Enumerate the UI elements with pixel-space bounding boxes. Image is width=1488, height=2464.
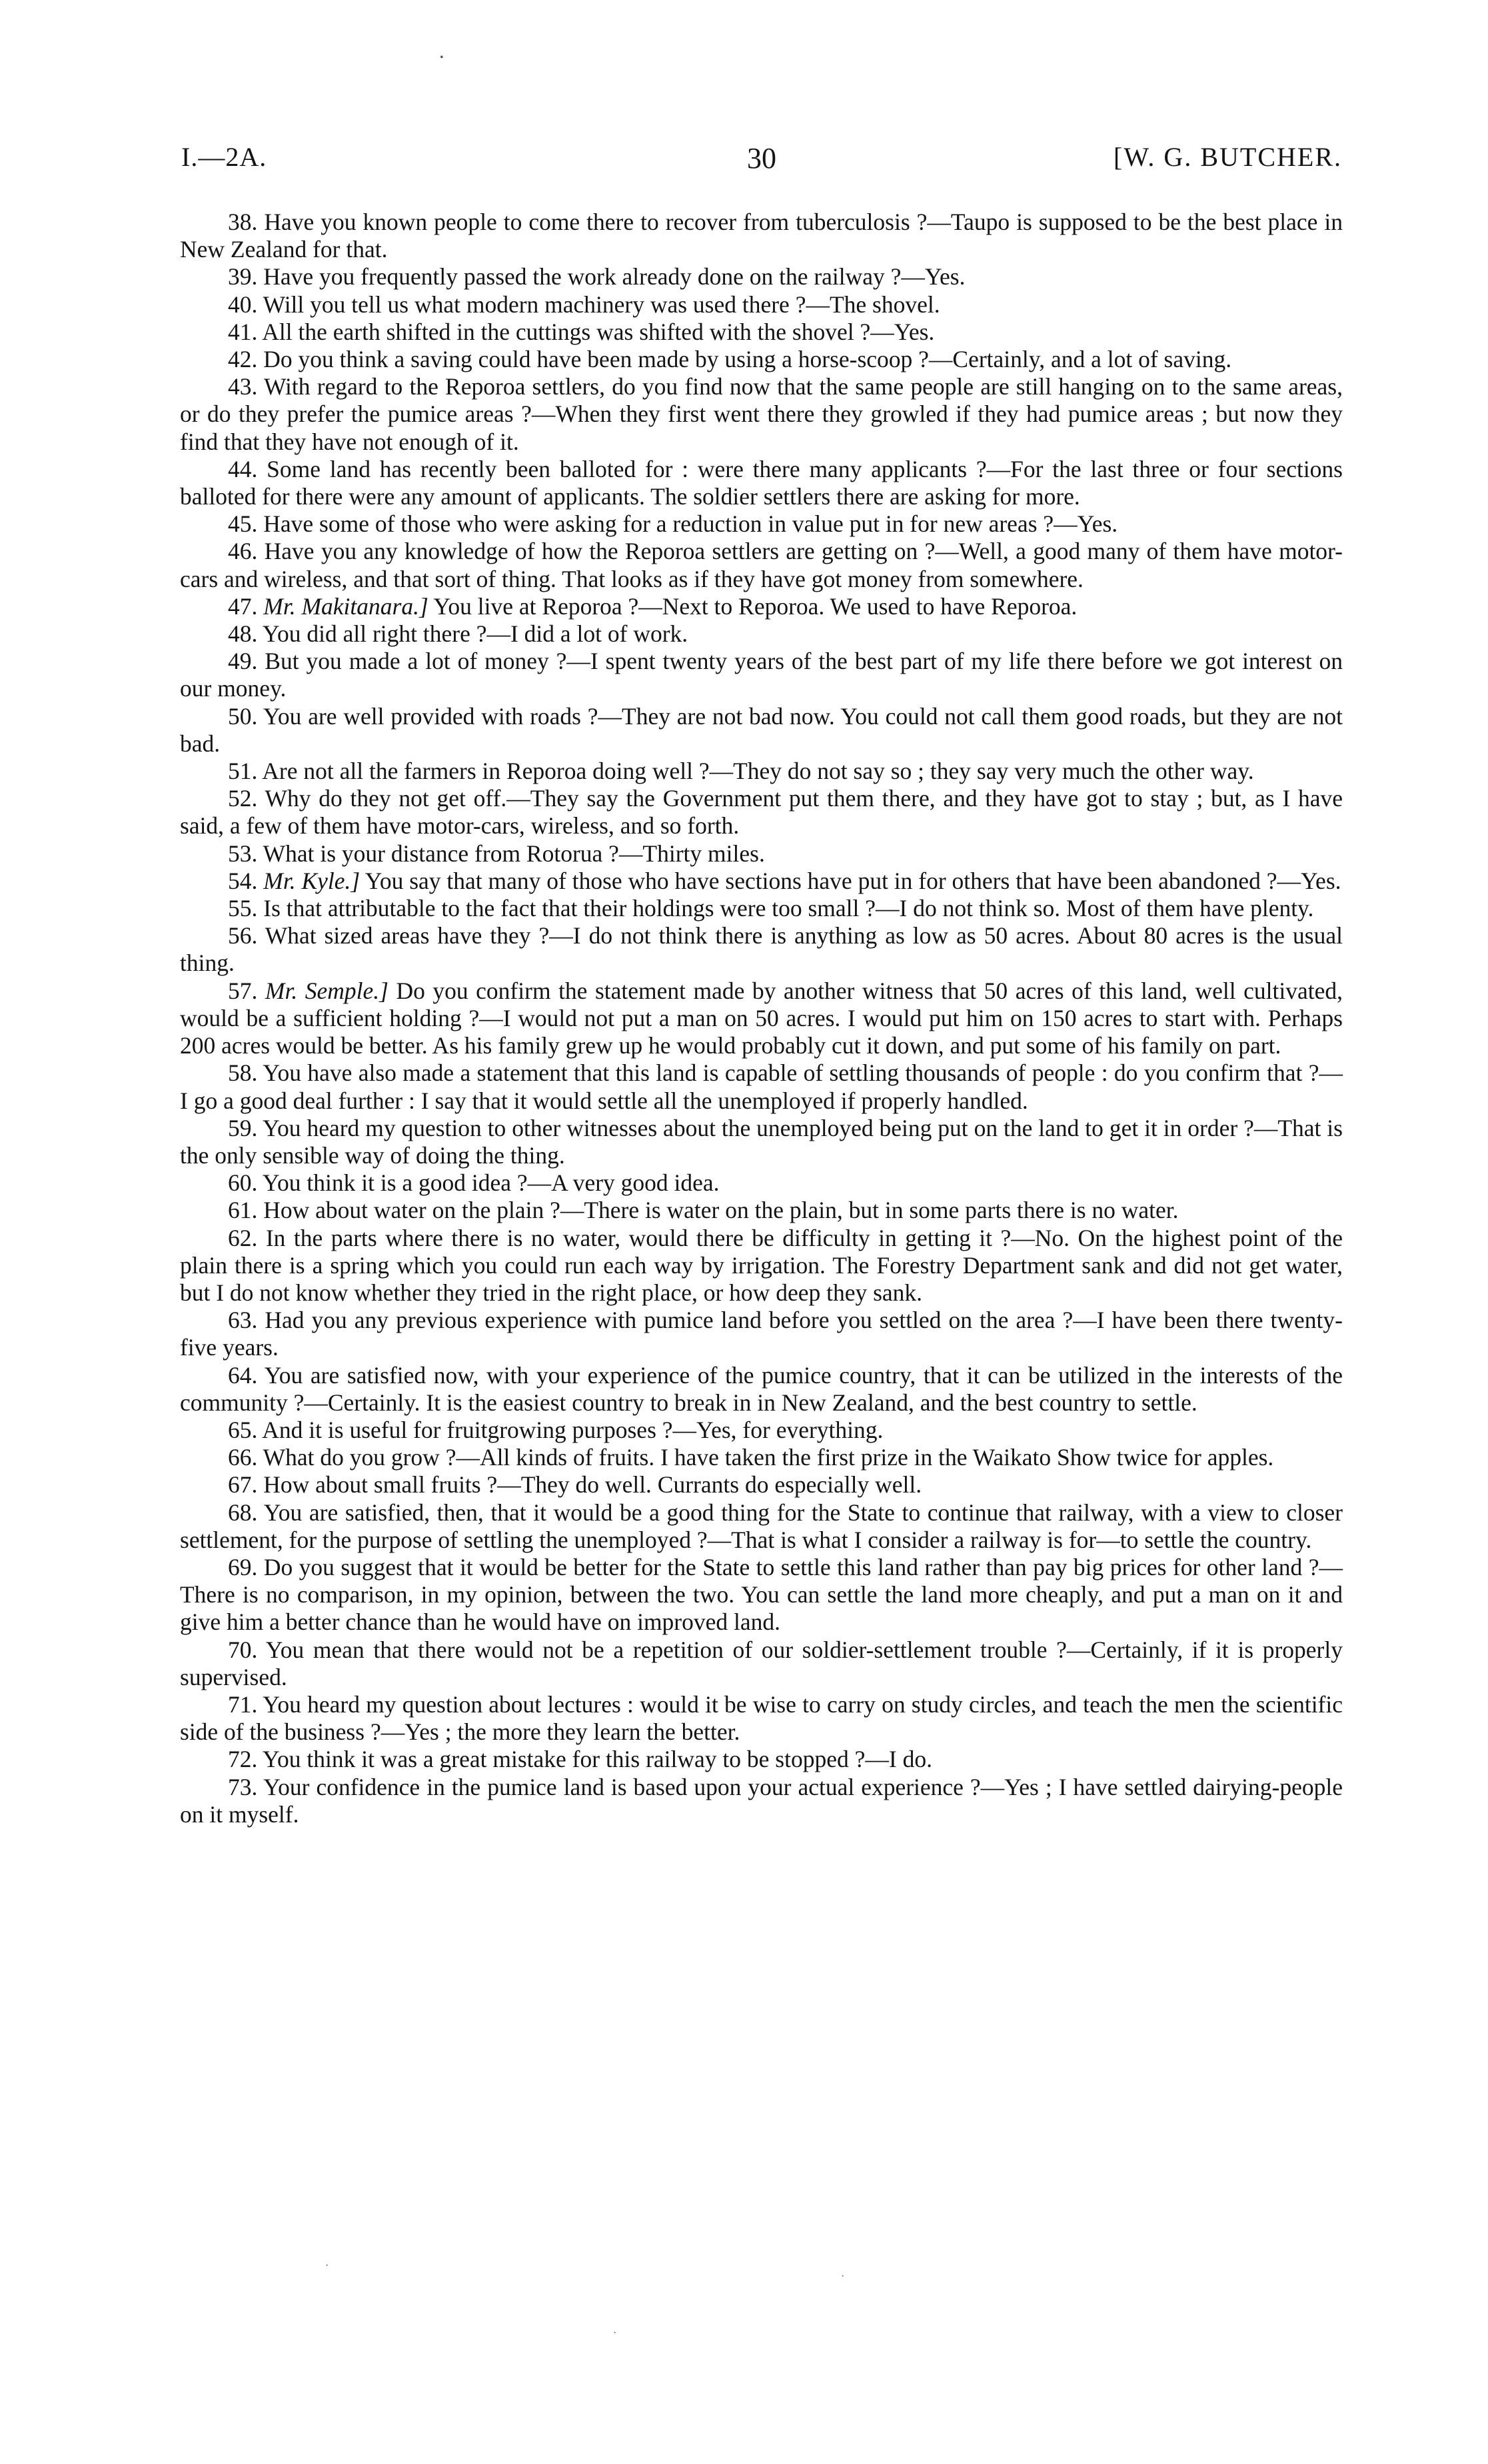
question-answer-paragraph: 71. You heard my question about lectures : would it be wise to carry on study circles, and teach the men the scientific side of the business ?—Yes ; the more they learn the better. bbox=[180, 1690, 1343, 1746]
question-answer-paragraph: 67. How about small fruits ?—They do well. Currants do especially well. bbox=[228, 1471, 922, 1499]
question-number: 54. bbox=[228, 867, 258, 894]
question-answer-paragraph: 64. You are satisfied now, with your experience of the pumice country, that it can be utilized in the interests of the community ?—Certainly. It is the easiest country to break in in New Zealand, and the best country to settle. bbox=[180, 1361, 1343, 1416]
question-answer-paragraph: 60. You think it is a good idea ?—A very good idea. bbox=[228, 1169, 720, 1197]
speaker-name: Mr. Makitanara.] bbox=[263, 592, 428, 620]
question-answer-paragraph: 72. You think it was a great mistake for this railway to be stopped ?—I do. bbox=[228, 1746, 932, 1773]
speaker-name: Mr. Semple.] bbox=[265, 977, 388, 1004]
question-answer-paragraph: 68. You are satisfied, then, that it would be a good thing for the State to continue that railway, with a view to closer settlement, for the purpose of settling the unemployed ?—That is what I consider a railway is for—to settle the country. bbox=[180, 1499, 1343, 1553]
question-answer-paragraph: 40. Will you tell us what modern machinery was used there ?—The shovel. bbox=[228, 291, 940, 318]
question-answer-paragraph: 52. Why do they not get off.—They say the Government put them there, and they have got to stay ; but, as I have said, a few of them have motor-cars, wireless, and so forth. bbox=[180, 785, 1343, 840]
scan-speck: · bbox=[841, 2271, 845, 2282]
question-answer-paragraph: 62. In the parts where there is no water, would there be difficulty in getting it ?—No. On the highest point of the plain there is a spring which you could run each way by irrigation. The Forestry Department sank and did not get water, but I do not know whether they tried in the right place, or how deep they sank. bbox=[180, 1224, 1343, 1306]
question-answer-paragraph: 39. Have you frequently passed the work already done on the railway ?—Yes. bbox=[228, 263, 966, 291]
question-answer-paragraph bbox=[180, 977, 1343, 1060]
question-answer-paragraph: 61. How about water on the plain ?—There is water on the plain, but in some parts there is no water. bbox=[228, 1197, 1179, 1224]
question-answer-paragraph bbox=[180, 868, 1343, 895]
evidence-body bbox=[180, 209, 1343, 1828]
question-answer-paragraph: 59. You heard my question to other witnesses about the unemployed being put on the land to get it in order ?—That is the only sensible way of doing the thing. bbox=[180, 1114, 1343, 1169]
question-number: 57. bbox=[228, 977, 258, 1004]
question-answer-paragraph: 55. Is that attributable to the fact that their holdings were too small ?—I do not think so. Most of them have plenty. bbox=[228, 895, 1314, 922]
question-answer-paragraph: 49. But you made a lot of money ?—I spent twenty years of the best part of my life there before we got interest on our money. bbox=[180, 648, 1343, 702]
question-answer-paragraph: 41. All the earth shifted in the cuttings was shifted with the shovel ?—Yes. bbox=[228, 318, 935, 345]
scan-speck: • bbox=[440, 52, 444, 63]
question-answer-paragraph: 43. With regard to the Reporoa settlers, do you find now that the same people are still hanging on to the same areas, or do they prefer the pumice areas ?—When they first went there they growled if they had pumice areas ; but now they find that they have not enough of it. bbox=[180, 373, 1343, 455]
question-answer-paragraph bbox=[180, 593, 1343, 620]
scan-speck: · bbox=[613, 2327, 617, 2339]
paragraph-text: Do you confirm the statement made by another witness that 50 acres of this land, well cultivated, would be a sufficient holding ?—I would not put a man on 50 acres. I would put him on 150 acres to start with. Perhaps 200 acres would be better. As his family grew up he would probably cut it down, and put some of his family on part. bbox=[180, 977, 1343, 1059]
question-answer-paragraph: 70. You mean that there would not be a repetition of our soldier-settlement trouble ?—Certainly, if it is properly supervised. bbox=[180, 1636, 1343, 1690]
page-header bbox=[181, 141, 1342, 179]
question-answer-paragraph: 73. Your confidence in the pumice land is based upon your actual experience ?—Yes ; I have settled dairying-people on it myself. bbox=[180, 1773, 1343, 1828]
document-reference: I.—2A. bbox=[181, 142, 267, 172]
question-answer-paragraph: 56. What sized areas have they ?—I do not think there is anything as low as 50 acres. About 80 acres is the usual thing. bbox=[180, 922, 1343, 977]
witness-name: [W. G. BUTCHER. bbox=[1114, 142, 1342, 172]
question-answer-paragraph: 51. Are not all the farmers in Reporoa doing well ?—They do not say so ; they say very much the other way. bbox=[228, 758, 1254, 785]
speaker-name: Mr. Kyle.] bbox=[263, 867, 361, 894]
question-answer-paragraph: 63. Had you any previous experience with pumice land before you settled on the area ?—I have been there twenty-five years. bbox=[180, 1307, 1343, 1361]
question-answer-paragraph: 46. Have you any knowledge of how the Reporoa settlers are getting on ?—Well, a good many of them have motor-cars and wireless, and that sort of thing. That looks as if they have got money from somewhere. bbox=[180, 538, 1343, 592]
scan-speck: · bbox=[325, 2260, 329, 2271]
question-answer-paragraph: 42. Do you think a saving could have been made by using a horse-scoop ?—Certainly, and a lot of saving. bbox=[228, 346, 1232, 373]
question-answer-paragraph: 45. Have some of those who were asking for a reduction in value put in for new areas ?—Yes. bbox=[228, 510, 1118, 538]
question-answer-paragraph: 69. Do you suggest that it would be better for the State to settle this land rather than pay big prices for other land ?—There is no comparison, in my opinion, between the two. You can settle the land more cheaply, and put a man on it and give him a better chance than he would have on improved land. bbox=[180, 1553, 1343, 1636]
question-number: 47. bbox=[228, 592, 258, 620]
question-answer-paragraph: 65. And it is useful for fruitgrowing purposes ?—Yes, for everything. bbox=[228, 1416, 884, 1443]
question-answer-paragraph: 66. What do you grow ?—All kinds of fruits. I have taken the first prize in the Waikato Show twice for apples. bbox=[228, 1444, 1274, 1471]
page-number: 30 bbox=[747, 142, 776, 175]
paragraph-text: You say that many of those who have sections have put in for others that have been abandoned ?—Yes. bbox=[365, 867, 1341, 894]
question-answer-paragraph: 58. You have also made a statement that this land is capable of settling thousands of people : do you confirm that ?—I go a good deal further : I say that it would settle all the unemployed if properly handled. bbox=[180, 1059, 1343, 1114]
paragraph-text: You live at Reporoa ?—Next to Reporoa. We used to have Reporoa. bbox=[433, 592, 1078, 620]
question-answer-paragraph: 50. You are well provided with roads ?—They are not bad now. You could not call them good roads, but they are not bad. bbox=[180, 702, 1343, 757]
question-answer-paragraph: 44. Some land has recently been balloted for : were there many applicants ?—For the last three or four sections balloted for there were any amount of applicants. The soldier settlers there are asking for more. bbox=[180, 455, 1343, 510]
question-answer-paragraph: 38. Have you known people to come there to recover from tuberculosis ?—Taupo is supposed to be the best place in New Zealand for that. bbox=[180, 209, 1343, 263]
question-answer-paragraph: 48. You did all right there ?—I did a lot of work. bbox=[228, 620, 688, 648]
question-answer-paragraph: 53. What is your distance from Rotorua ?—Thirty miles. bbox=[228, 840, 765, 867]
